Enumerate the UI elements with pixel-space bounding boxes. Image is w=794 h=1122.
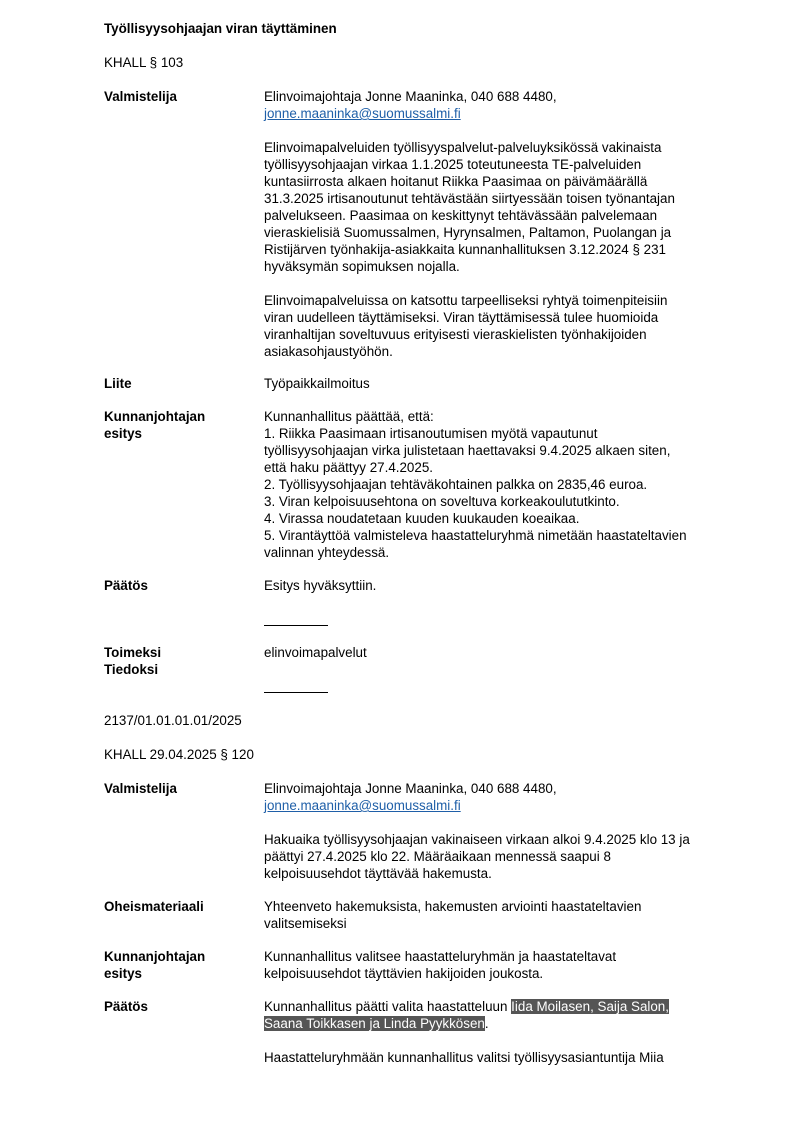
section-ref-103: KHALL § 103 [104, 55, 184, 70]
paragraph-line: 31.3.2025 irtisanoutunut tehtävästään siirtyessään toisen työnantajan [264, 191, 675, 206]
valmistelija-content [264, 88, 736, 360]
oheismateriaali-label: Oheismateriaali [104, 899, 204, 914]
email-link[interactable]: jonne.maaninka@suomussalmi.fi [264, 106, 461, 121]
paatos-text: Kunnanhallitus päätti valita haastatteluun [264, 999, 512, 1014]
paatos-line [264, 998, 736, 1015]
paragraph-line: työllisyysohjaajan virkaa 1.1.2025 toteutuneesta TE-palveluiden [264, 157, 642, 172]
valmistelija-line: Elinvoimajohtaja Jonne Maaninka, 040 688 4480, [264, 89, 557, 104]
esitys-label-line1: Kunnanjohtajan [104, 949, 206, 964]
esitys-label [104, 948, 254, 982]
paragraph-line: Elinvoimapalveluiden työllisyyspalvelut-palveluyksikössä vakinaista [264, 140, 662, 155]
valmistelija-line: Elinvoimajohtaja Jonne Maaninka, 040 688 4480, [264, 781, 557, 796]
esitys-line: kelpoisuusehdot täyttävien hakijoiden joukosta. [264, 966, 544, 981]
document-title: Työllisyysohjaajan viran täyttäminen [104, 21, 337, 36]
valmistelija-content [264, 780, 736, 882]
liite-label: Liite [104, 376, 132, 391]
esitys-label-line2: esitys [104, 426, 142, 441]
paragraph-line: Hakuaika työllisyysohjaajan vakinaiseen virkaan alkoi 9.4.2025 klo 13 ja [264, 832, 690, 847]
liite-value: Työpaikkailmoitus [264, 376, 370, 391]
paatos-text: . [484, 1016, 489, 1031]
paatos-label: Päätös [104, 999, 148, 1014]
esitys-line: 1. Riikka Paasimaan irtisanoutumisen myötä vapautunut [264, 426, 598, 441]
esitys-content [264, 408, 736, 561]
paragraph-line: viranhaltijan soveltuvuus erityisesti vieraskielisten työnhakijoiden [264, 327, 647, 342]
toimeksi-label [104, 644, 254, 678]
email-link[interactable]: jonne.maaninka@suomussalmi.fi [264, 798, 461, 813]
toimeksi-value: elinvoimapalvelut [264, 645, 367, 660]
esitys-line: 4. Virassa noudatetaan kuuden kuukauden koeaikaa. [264, 511, 580, 526]
divider-line [264, 625, 328, 626]
esitys-line: työllisyysohjaajan virka julistetaan haettavaksi 9.4.2025 alkaen siten, [264, 443, 671, 458]
toimeksi-label-line1: Toimeksi [104, 645, 162, 660]
paatos-label: Päätös [104, 578, 148, 593]
redacted-names: Saana Toikkasen ja Linda Pyykkösen [264, 1016, 485, 1031]
paragraph-line: Elinvoimapalveluissa on katsottu tarpeelliseksi ryhtyä toimenpiteisiin [264, 293, 668, 308]
paragraph-line: vieraskielisiä Suomussalmen, Hyrynsalmen, Paltamon, Puolangan ja [264, 225, 672, 240]
section-ref-120: KHALL 29.04.2025 § 120 [104, 747, 254, 762]
paragraph-line: kuntasiirrosta alkaen hoitanut Riikka Paasimaa on päivämäärällä [264, 174, 648, 189]
valmistelija-label: Valmistelija [104, 781, 177, 796]
esitys-line: 5. Virantäyttöä valmisteleva haastatteluryhmä nimetään haastateltavien [264, 528, 687, 543]
oheis-line: Yhteenveto hakemuksista, hakemusten arviointi haastateltavien [264, 899, 642, 914]
paragraph-line: hyväksymän sopimuksen nojalla. [264, 259, 460, 274]
esitys-line: Kunnanhallitus valitsee haastatteluryhmän ja haastateltavat [264, 949, 617, 964]
diary-number: 2137/01.01.01.01/2025 [104, 713, 242, 728]
oheis-line: valitsemiseksi [264, 916, 347, 931]
esitys-line: Kunnanhallitus päättää, että: [264, 409, 434, 424]
paragraph-line: asiakasohjaustyöhön. [264, 344, 393, 359]
esitys-label-line2: esitys [104, 966, 142, 981]
paatos-line [264, 1015, 736, 1032]
esitys-line: valinnan yhteydessä. [264, 545, 390, 560]
paatos-value: Esitys hyväksyttiin. [264, 578, 377, 593]
esitys-content [264, 948, 736, 982]
paragraph-line: viran uudelleen täyttämiseksi. Viran täyttämisessä tulee huomioida [264, 310, 659, 325]
oheismateriaali-content [264, 898, 736, 932]
paragraph-line: kelpoisuusehdot täyttävää hakemusta. [264, 866, 492, 881]
paragraph-line: palvelukseen. Paasimaa on keskittynyt tehtävässään palvelemaan [264, 208, 658, 223]
esitys-line: 2. Työllisyysohjaajan tehtäväkohtainen palkka on 2835,46 euroa. [264, 477, 648, 492]
toimeksi-label-line2: Tiedoksi [104, 662, 159, 677]
esitys-label-line1: Kunnanjohtajan [104, 409, 206, 424]
paatos-line: Haastatteluryhmään kunnanhallitus valitsi työllisyysasiantuntija Miia [264, 1050, 664, 1065]
paatos-content [264, 998, 736, 1066]
redacted-names: Iida Moilasen, Saija Salon, [511, 999, 669, 1014]
paragraph-line: Ristijärven työnhakija-asiakkaita kunnanhallituksen 3.12.2024 § 231 [264, 242, 666, 257]
esitys-line: 3. Viran kelpoisuusehtona on soveltuva korkeakoulututkinto. [264, 494, 620, 509]
valmistelija-label: Valmistelija [104, 89, 177, 104]
paragraph-line: päättyi 27.4.2025 klo 22. Määräaikaan mennessä saapui 8 [264, 849, 611, 864]
esitys-line: että haku päättyy 27.4.2025. [264, 460, 433, 475]
divider-line [264, 692, 328, 693]
esitys-label [104, 408, 254, 442]
